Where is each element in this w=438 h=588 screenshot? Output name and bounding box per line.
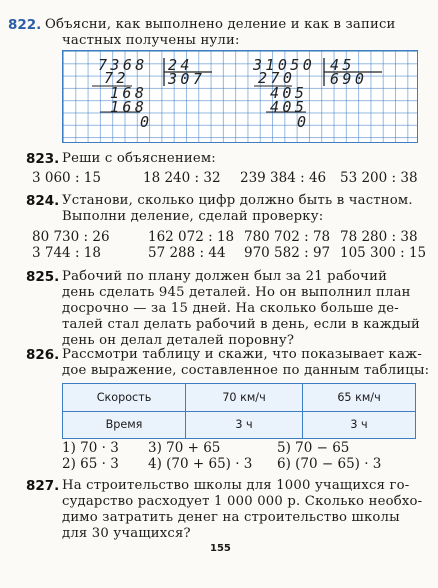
problem-number-824: 824. [26, 193, 60, 209]
problem-number-825: 825. [26, 269, 60, 285]
problem-824-text-line2: Выполни деление, сделай проверку: [62, 209, 324, 224]
problem-826-line2: дое выражение, составленное по данным таблицы: [62, 363, 430, 378]
problem-825-line3: досрочно — за 15 дней. На сколько больше де- [62, 301, 399, 316]
problem-827-line1: На строительство школы для 1000 учащихся го- [62, 478, 410, 493]
table-cell-time-2: 3 ч [303, 411, 416, 439]
speed-time-table [62, 383, 416, 439]
div2-subtrahend: 270 [258, 69, 296, 87]
div2-divisor: 45 [330, 56, 355, 74]
div2-quotient: 690 [330, 70, 368, 88]
table-cell-speed-2: 65 км/ч [303, 384, 416, 412]
table-cell-time-label: Время [63, 411, 186, 439]
div2-subtrahend2: 405 [270, 98, 308, 116]
expr-824-r2-1: 3 744 : 18 [32, 245, 101, 261]
div1-dividend: 7368 [98, 56, 148, 74]
div1-remainder-step: 168 [110, 84, 148, 102]
problem-825-line2: день сделать 945 деталей. Но он выполнил план [62, 285, 411, 300]
expr-823-3: 239 384 : 46 [240, 170, 327, 186]
problem-number-826: 826. [26, 347, 60, 363]
problem-number-823: 823. [26, 151, 60, 167]
option-2: 2) 65 · 3 [62, 456, 119, 472]
option-6: 6) (70 − 65) · 3 [277, 456, 382, 472]
div1-quotient: 307 [168, 70, 206, 88]
div1-divisor: 24 [168, 56, 193, 74]
expr-824-r2-4: 105 300 : 15 [340, 245, 427, 261]
expr-824-r1-1: 80 730 : 26 [32, 229, 110, 245]
problem-825-line5: день он делал деталей поровну? [62, 333, 295, 348]
problem-number-822: 822. [8, 17, 42, 33]
option-5: 5) 70 − 65 [277, 440, 350, 456]
div2-dividend: 31050 [253, 56, 316, 74]
problem-number-827: 827. [26, 478, 60, 494]
problem-825-line1: Рабочий по плану должен был за 21 рабочий [62, 269, 388, 284]
div1-remainder: 0 [140, 113, 153, 131]
option-3: 3) 70 + 65 [148, 440, 221, 456]
problem-822-text-line1: Объясни, как выполнено деление и как в записи [45, 17, 396, 32]
div2-remainder: 0 [297, 113, 310, 131]
page-number: 155 [210, 543, 231, 554]
problem-826-line1: Рассмотри таблицу и скажи, что показывает каж- [62, 347, 423, 362]
problem-827-line4: для 30 учащихся? [62, 526, 191, 541]
div1-subtrahend: 72 [104, 69, 129, 87]
div1-subtrahend2: 168 [110, 98, 148, 116]
expr-824-r1-2: 162 072 : 18 [148, 229, 235, 245]
problem-822-text-line2: частных получены нули: [62, 33, 240, 48]
table-cell-speed-label: Скорость [63, 384, 186, 412]
option-4: 4) (70 + 65) · 3 [148, 456, 253, 472]
div2-remainder-step: 405 [270, 84, 308, 102]
expr-824-r1-3: 780 702 : 78 [244, 229, 331, 245]
expr-823-2: 18 240 : 32 [143, 170, 221, 186]
expr-824-r1-4: 78 280 : 38 [340, 229, 418, 245]
expr-824-r2-3: 970 582 : 97 [244, 245, 331, 261]
problem-824-text-line1: Установи, сколько цифр должно быть в частном. [62, 193, 413, 208]
option-1: 1) 70 · 3 [62, 440, 119, 456]
problem-823-text: Реши с объяснением: [62, 151, 216, 166]
table-cell-time-1: 3 ч [186, 411, 303, 439]
problem-825-line4: талей стал делать рабочий в день, если в каждый [62, 317, 421, 332]
table-cell-speed-1: 70 км/ч [186, 384, 303, 412]
problem-827-line2: сударство расходует 1 000 000 р. Сколько необхо- [62, 494, 423, 509]
expr-824-r2-2: 57 288 : 44 [148, 245, 226, 261]
problem-827-line3: димо затратить денег на строительство школы [62, 510, 400, 525]
expr-823-4: 53 200 : 38 [340, 170, 418, 186]
expr-823-1: 3 060 : 15 [32, 170, 101, 186]
